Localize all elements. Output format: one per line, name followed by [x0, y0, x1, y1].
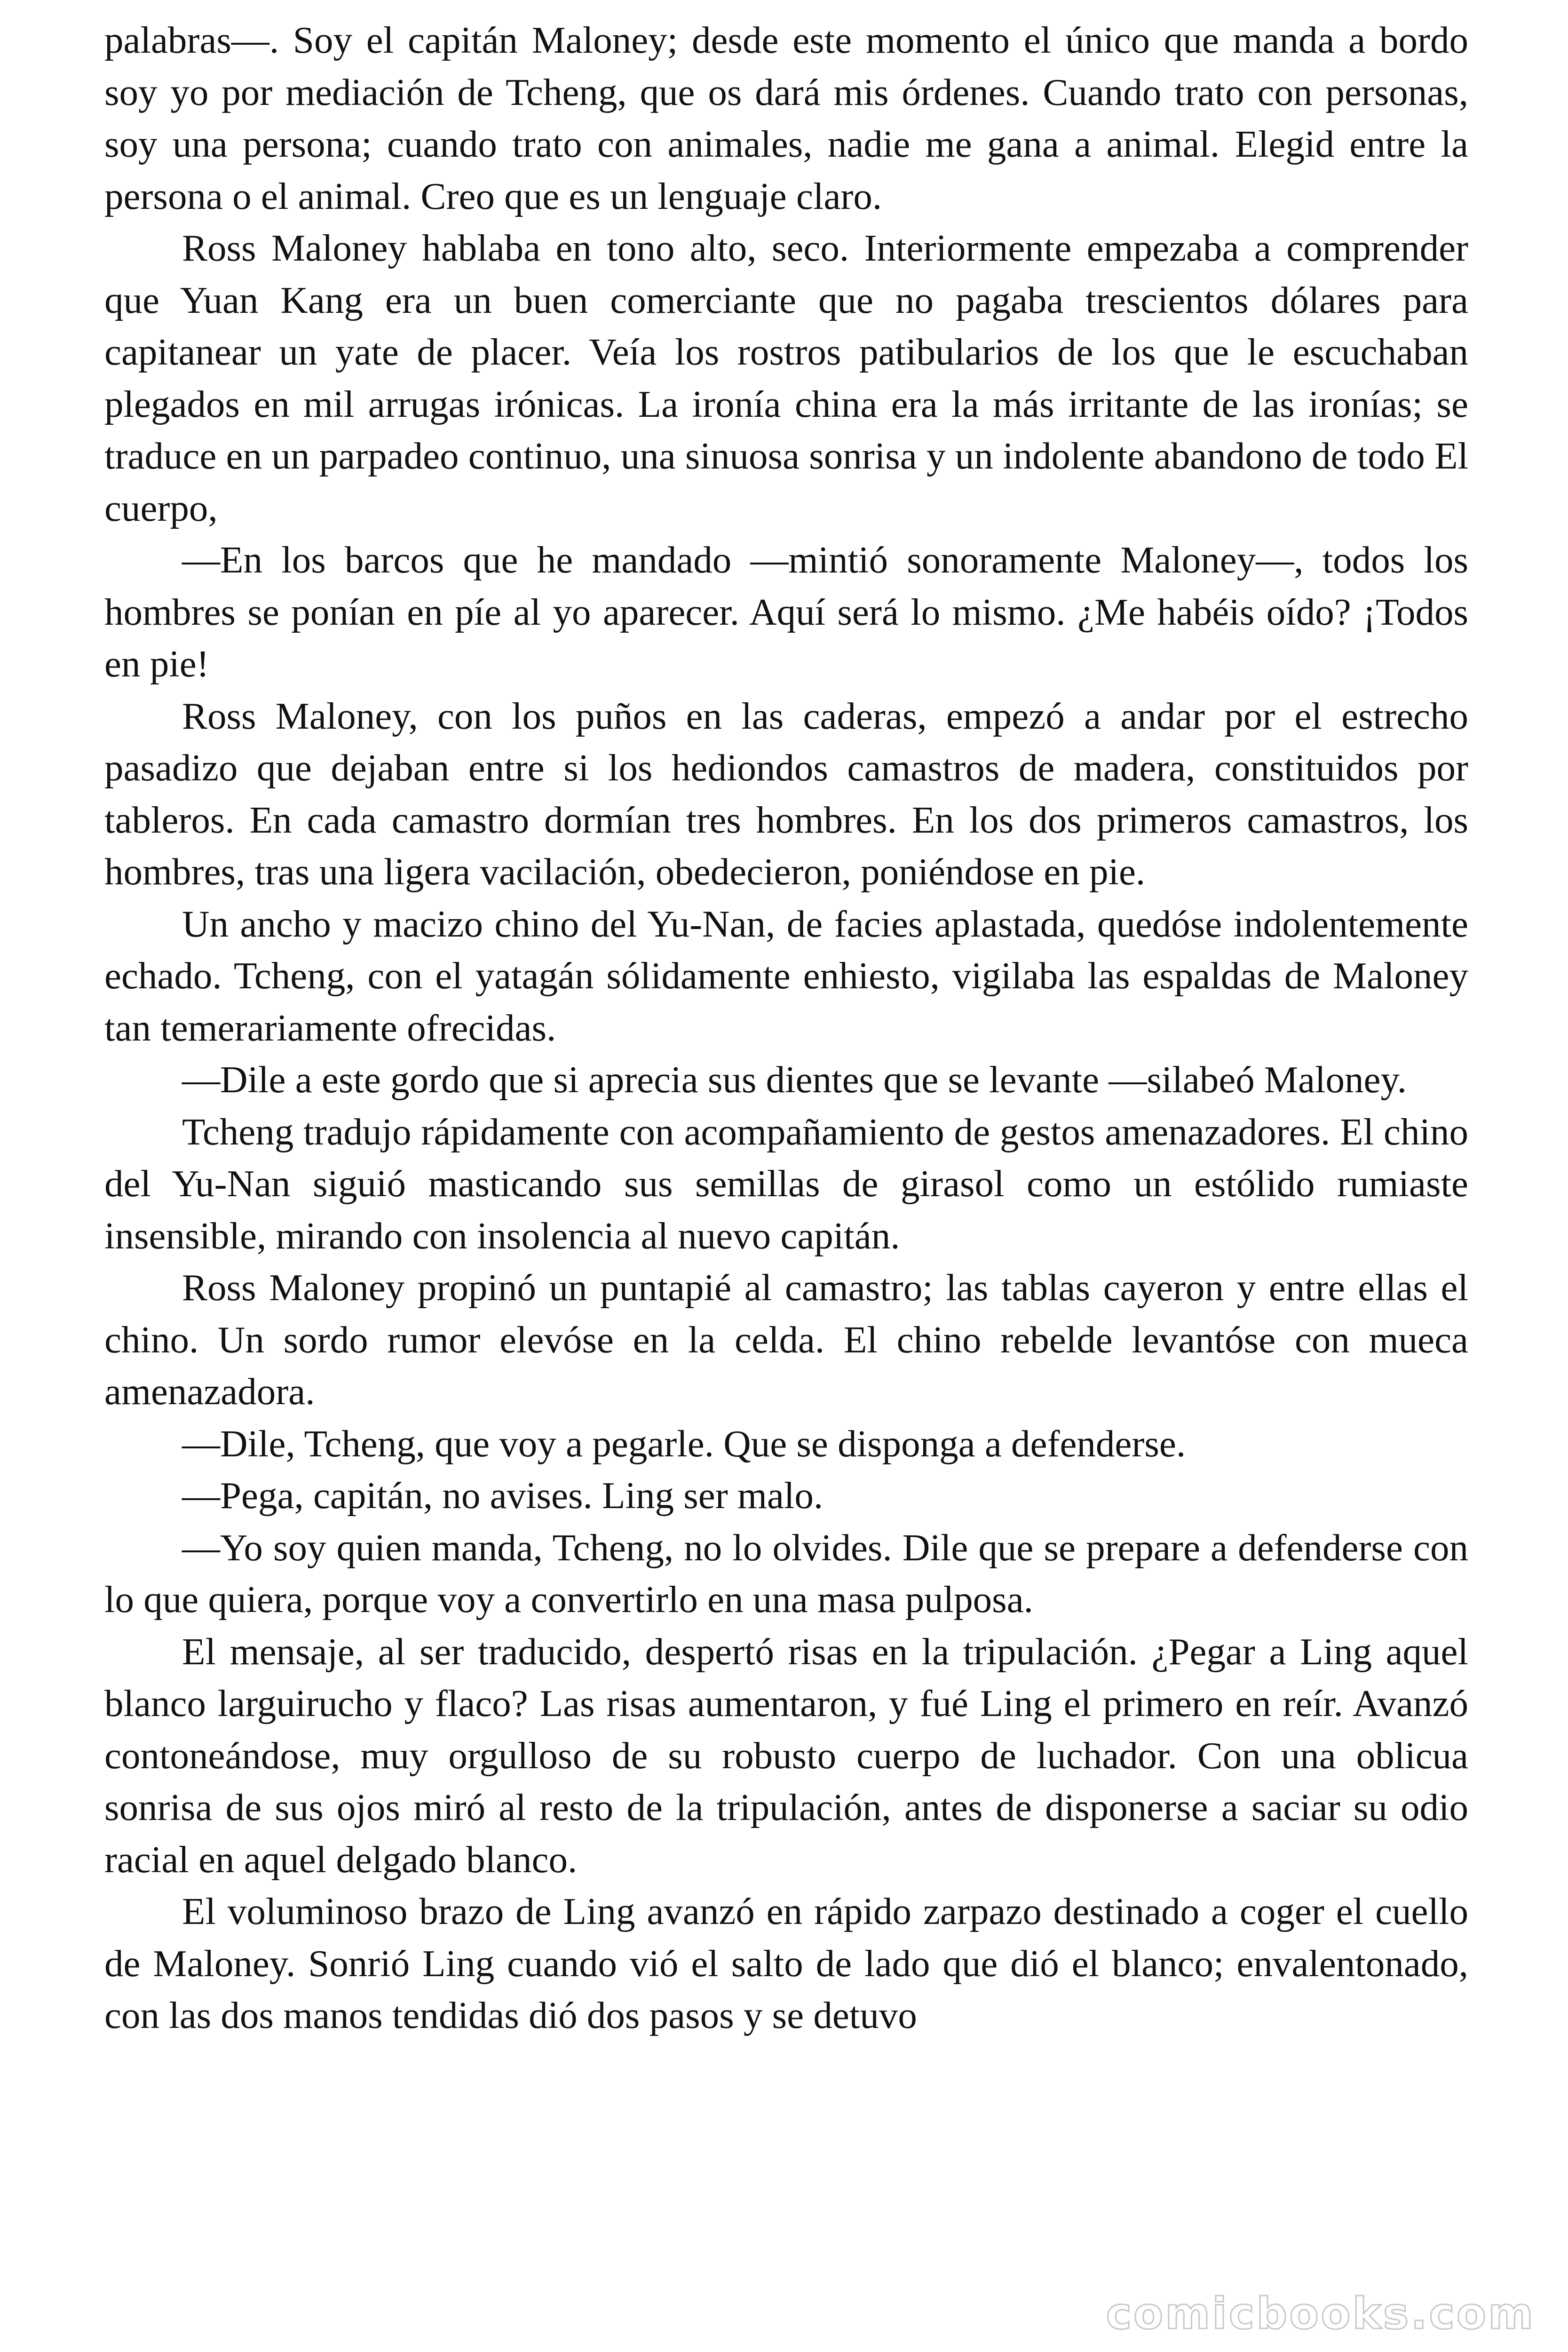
paragraph-13: El voluminoso brazo de Ling avanzó en rápido zarpazo destinado a coger el cuello de Maloney. Sonrió Ling cuando vió el salto de lado que dió el blanco; envalentonado, con las dos manos tendidas dió dos pasos y se detuvo — [104, 1890, 1468, 2036]
paragraph-12: El mensaje, al ser traducido, despertó risas en la tripulación. ¿Pegar a Ling aquel blanco larguirucho y flaco? Las risas aumentaron, y fué Ling el primero en reír. Avanzó contoneándose, muy orgulloso de su robusto cuerpo de luchador. Con una oblicua sonrisa de sus ojos miró al resto de la tripulación, antes de disponerse a saciar su odio racial en aquel delgado blanco. — [104, 1630, 1468, 1881]
paragraph-11: —Yo soy quien manda, Tcheng, no lo olvides. Dile que se prepare a defenderse con lo que quiera, porque voy a convertirlo en una masa pulposa. — [104, 1526, 1468, 1621]
paragraph-4: Ross Maloney, con los puños en las caderas, empezó a andar por el estrecho pasadizo que dejaban entre si los hediondos camastros de madera, constituidos por tableros. En cada camastro dormían tres hombres. En los dos primeros camastros, los hombres, tras una ligera vacilación, obedecieron, poniéndose en pie. — [104, 694, 1468, 893]
paragraph-5: Un ancho y macizo chino del Yu-Nan, de facies aplastada, quedóse indolentemente echado. Tcheng, con el yatagán sólidamente enhiesto, vigilaba las espaldas de Maloney tan temerariamente ofrecidas. — [104, 902, 1468, 1049]
page-text — [104, 14, 1468, 2042]
paragraph-8: Ross Maloney propinó un puntapié al camastro; las tablas cayeron y entre ellas el chino. Un sordo rumor elevóse en la celda. El chino rebelde levantóse con mueca amenazadora. — [104, 1266, 1468, 1413]
watermark: comicbooks.com — [1106, 2288, 1535, 2339]
paragraph-7: Tcheng tradujo rápidamente con acompañamiento de gestos amenazadores. El chino del Yu-Nan siguió masticando sus semillas de girasol como un estólido rumiaste insensible, mirando con insolencia al nuevo capitán. — [104, 1110, 1468, 1257]
paragraph-1: palabras—. Soy el capitán Maloney; desde este momento el único que manda a bordo soy yo por mediación de Tcheng, que os dará mis órdenes. Cuando trato con personas, soy una persona; cuando trato con animales, nadie me gana a animal. Elegid entre la persona o el animal. Creo que es un lenguaje claro. — [104, 19, 1468, 217]
paragraph-10: —Pega, capitán, no avises. Ling ser malo. — [182, 1474, 824, 1517]
paragraph-9: —Dile, Tcheng, que voy a pegarle. Que se disponga a defenderse. — [182, 1422, 1186, 1465]
paragraph-3: —En los barcos que he mandado —mintió sonoramente Maloney—, todos los hombres se ponían en píe al yo aparecer. Aquí será lo mismo. ¿Me habéis oído? ¡Todos en pie! — [104, 539, 1468, 685]
paragraph-2: Ross Maloney hablaba en tono alto, seco. Interiormente empezaba a comprender que Yuan Kang era un buen comerciante que no pagaba trescientos dólares para capitanear un yate de placer. Veía los rostros patibularios de los que le escuchaban plegados en mil arrugas irónicas. La ironía china era la más irritante de las ironías; se traduce en un parpadeo continuo, una sinuosa sonrisa y un indolente abandono de todo El cuerpo, — [104, 227, 1468, 529]
paragraph-6: —Dile a este gordo que si aprecia sus dientes que se levante —silabeó Maloney. — [182, 1058, 1407, 1101]
